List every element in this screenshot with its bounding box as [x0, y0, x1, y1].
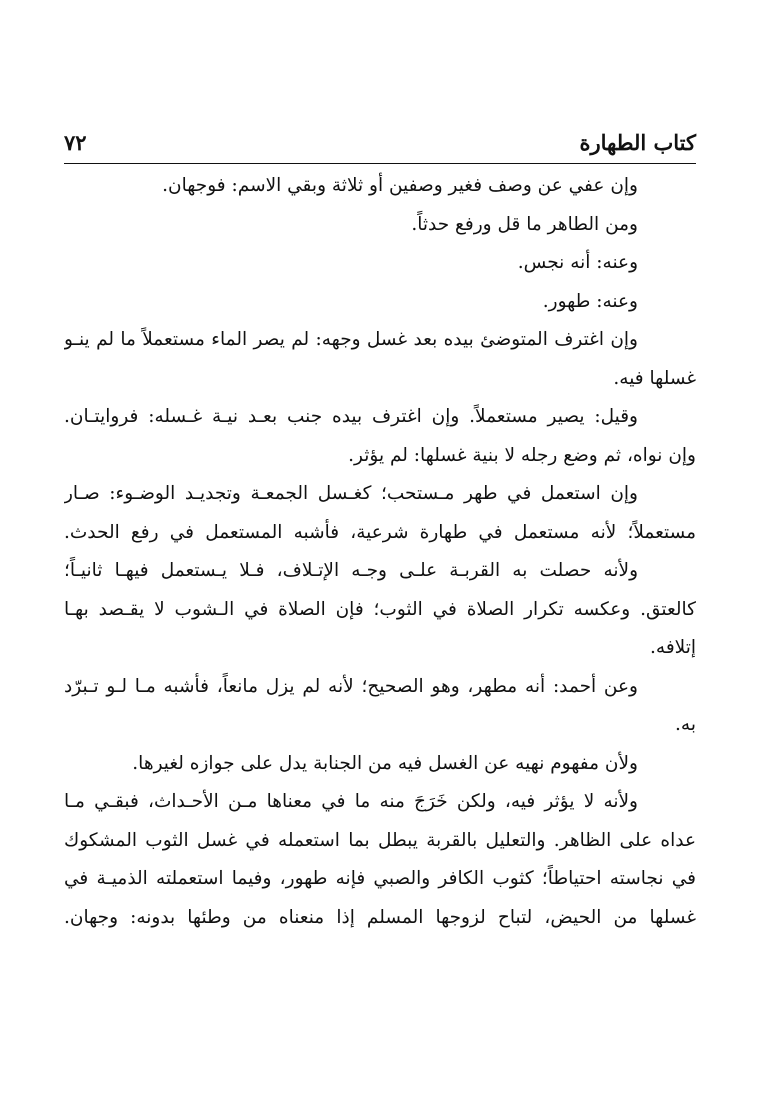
text-line: مستعملاً؛ لأنه مستعمل في طهارة شرعية، فأشبه المستعمل في رفع الحدث. — [64, 521, 696, 543]
text-line: ولأن مفهوم نهيه عن الغسل فيه من الجنابة يدل على جوازه لغيرها. — [132, 752, 638, 774]
text-line: ولأنه لا يؤثر فيه، ولكن خَرَجَ منه ما في معناها مـن الأحـداث، فبقـي مـا — [64, 791, 638, 812]
page-header — [64, 127, 696, 163]
paragraph — [64, 783, 696, 937]
text-line: وإن استعمل في طهر مـستحب؛ كغـسل الجمعـة وتجديـد الوضـوء: صـار — [64, 483, 638, 504]
text-line: ومن الطاهر ما قل ورفع حدثاً. — [411, 213, 638, 235]
text-line: عداه على الظاهر. والتعليل بالقربة يبطل بما استعمله في غسل الثوب المشكوك — [64, 829, 696, 851]
header-rule — [64, 163, 696, 164]
paragraph — [64, 321, 696, 398]
paragraph — [64, 552, 696, 668]
chapter-title: كتاب الطهارة — [579, 130, 696, 155]
paragraph — [64, 167, 696, 206]
text-line: وإن عفي عن وصف فغير وصفين أو ثلاثة وبقي الاسم: فوجهان. — [162, 175, 638, 196]
text-line: في نجاسته احتياطاً؛ كثوب الكافر والصبي فإنه طهور، وفيما استعملته الذميـة في — [64, 868, 696, 889]
text-line: غسلها من الحيض، لتباح لزوجها المسلم إذا منعناه من وطئها بدونه: وجهان. — [64, 906, 696, 928]
text-line: وقيل: يصير مستعملاً. وإن اغترف بيده جنب بعـد نيـة غـسله: فروايتـان. — [64, 406, 638, 427]
text-line: وعن أحمد: أنه مطهر، وهو الصحيح؛ لأنه لم يزل مانعاً، فأشبه مـا لـو تـبرّد — [64, 675, 638, 697]
body-text — [64, 167, 696, 937]
paragraph — [64, 398, 696, 437]
paragraph — [64, 244, 696, 283]
paragraph — [64, 283, 696, 322]
text-line: وإن نواه، ثم وضع رجله لا بنية غسلها: لم يؤثر. — [348, 444, 696, 466]
text-line: وعنه: أنه نجس. — [517, 252, 638, 273]
paragraph — [64, 475, 696, 552]
text-line: ولأنه حصلت به القربـة علـى وجـه الإتـلاف، فـلا يـستعمل فيهـا ثانيـاً؛ — [64, 560, 638, 581]
text-line: إتلافه. — [650, 637, 696, 658]
paragraph — [64, 206, 696, 245]
paragraph — [64, 437, 696, 476]
text-line: غسلها فيه. — [613, 367, 696, 389]
page-number: ٧٢ — [64, 130, 87, 155]
text-line: وعنه: طهور. — [542, 290, 638, 312]
paragraph — [64, 668, 696, 745]
text-line: كالعتق. وعكسه تكرار الصلاة في الثوب؛ فإن الصلاة في الـشوب لا يقـصد بهـا — [64, 598, 696, 620]
text-line: وإن اغترف المتوضئ بيده بعد غسل وجهه: لم يصر الماء مستعملاً ما لم ينـو — [64, 329, 638, 350]
paragraph — [64, 745, 696, 784]
text-line: به. — [675, 714, 696, 735]
